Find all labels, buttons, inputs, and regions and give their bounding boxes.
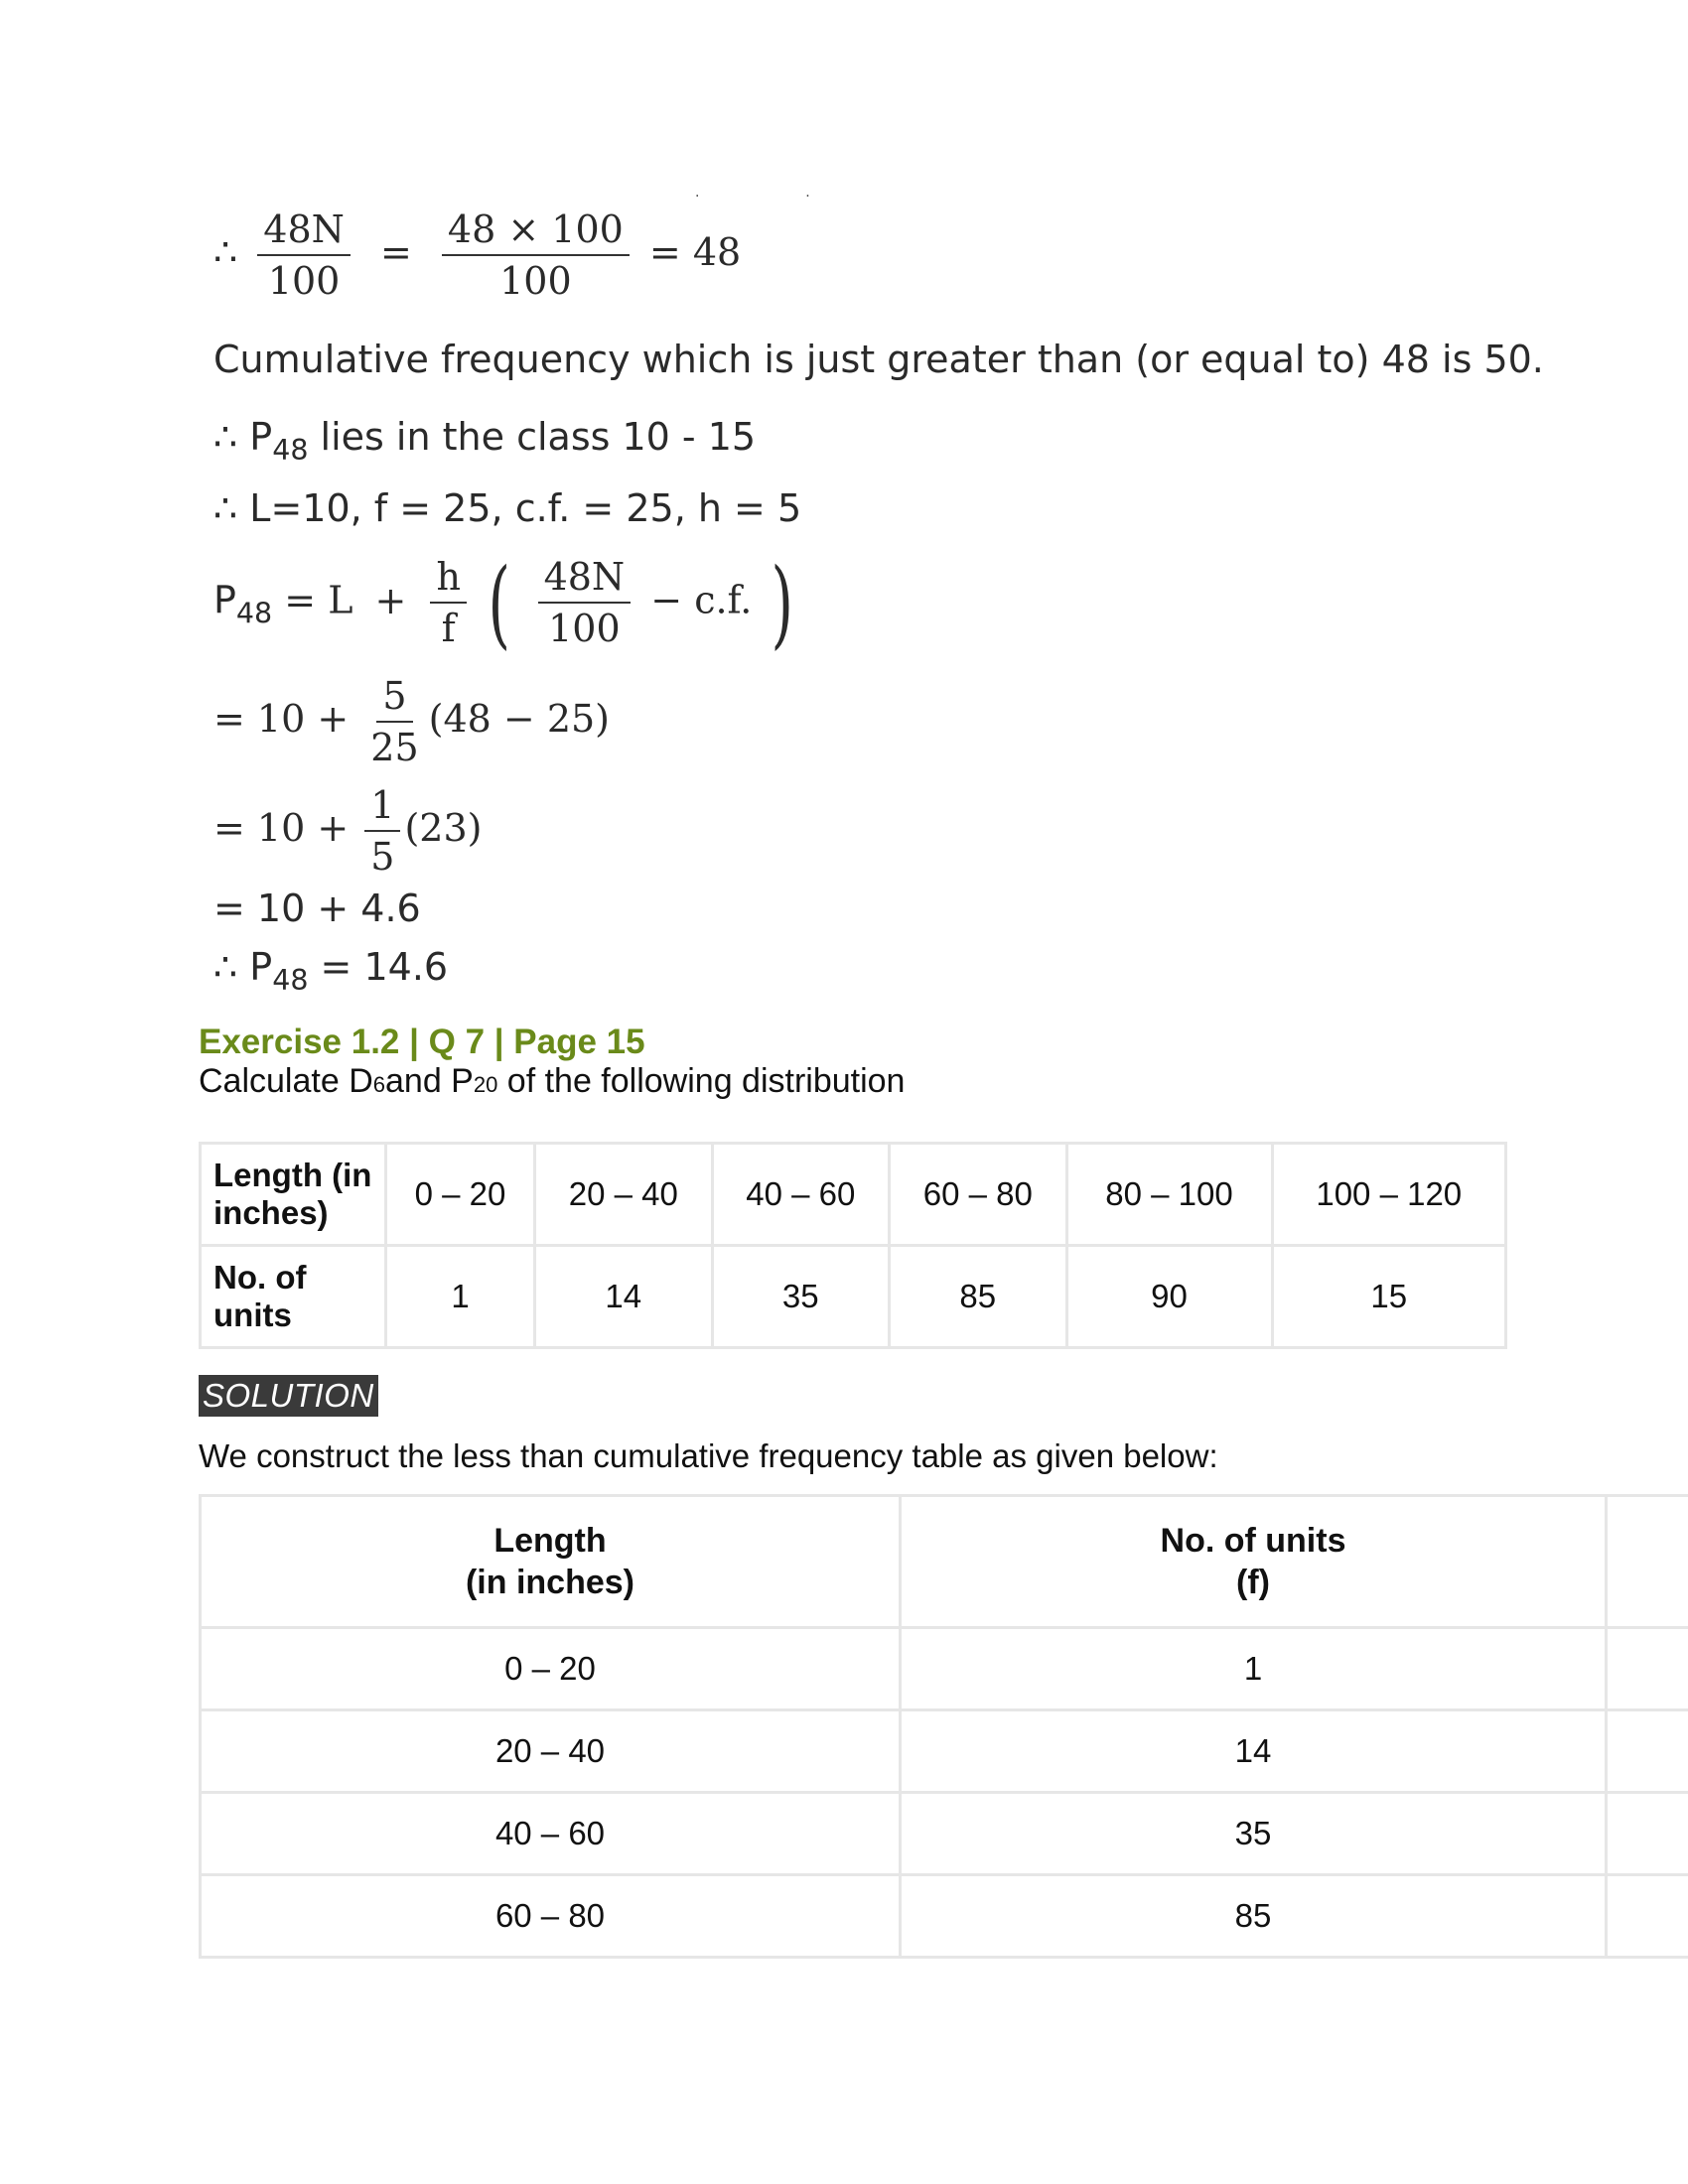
fraction-1-over-5: $\frac{1}{5}$: [364, 784, 400, 879]
table-cell: 14: [901, 1710, 1607, 1793]
construct-text: We construct the less than cumulative frequency table as given below:: [199, 1437, 1218, 1474]
cumulative-frequency-table: [199, 1494, 1688, 1959]
denominator: 100: [267, 258, 341, 303]
table-cell: 1: [386, 1246, 535, 1348]
table-cell: 85: [901, 1875, 1607, 1958]
column-header-units: No. of units (f): [901, 1496, 1607, 1628]
table-header-row: [201, 1496, 1688, 1628]
fraction-h-over-f: $\frac{h}{f}$: [430, 556, 466, 650]
table-cell: 15: [1272, 1246, 1505, 1348]
table-cell: 80 – 100: [1066, 1144, 1272, 1246]
denominator: 100: [499, 258, 572, 303]
equation-ratio: ∴ $\frac{48N}{100}$ = $\frac{48 \times 100}{100}$ = 48: [213, 207, 742, 303]
result: = 48: [648, 230, 742, 275]
distribution-table: [199, 1142, 1507, 1349]
table-cell: 60 – 80: [890, 1144, 1067, 1246]
cumulative-frequency-statement: Cumulative frequency which is just greater than (or equal to) 48 is 50.: [213, 338, 1544, 381]
fraction-5-over-25: $\frac{5}{25}$: [370, 674, 419, 769]
stray-dots: · ·: [695, 189, 810, 205]
table-cell: 35: [901, 1793, 1607, 1875]
table-cell: 40 – 60: [712, 1144, 890, 1246]
step-3: = 10 + 4.6: [213, 887, 421, 930]
table-cell: 100 – 120: [1272, 1144, 1505, 1246]
fraction-48n-over-100: [257, 208, 351, 303]
table-row: [201, 1246, 1506, 1348]
numerator: 48N: [257, 208, 351, 256]
parameters-line: ∴ L=10, f = 25, c.f. = 25, h = 5: [213, 486, 802, 530]
percentile-formula: $P_{48} = L$ + $\frac{h}{f}$ ( $\frac{48N}{100}$ − c.f. ): [213, 548, 794, 659]
table-cell: 35: [712, 1246, 890, 1348]
table-cell: 0 – 20: [201, 1628, 901, 1710]
table-cell: 20 – 40: [535, 1144, 713, 1246]
table-cell: 1: [901, 1628, 1607, 1710]
table-row: [201, 1144, 1506, 1246]
step-1: = 10 + $\frac{5}{25}$ (48 − 25): [213, 674, 611, 769]
class-line: ∴ $P_{48}$ lies in the class 10 - 15: [213, 415, 757, 467]
numerator: 48 × 100: [442, 208, 630, 256]
column-header-cut-off: [1607, 1496, 1688, 1628]
table-cell: 14: [535, 1246, 713, 1348]
fraction-48n-over-100: $\frac{48N}{100}$: [538, 556, 632, 650]
final-result: ∴ $P_{48} = 14.6$: [213, 945, 449, 997]
question-text: Calculate D6and P20 of the following distribution: [199, 1062, 906, 1100]
table-cell: 40 – 60: [201, 1793, 901, 1875]
row-header-length: Length (in inches): [201, 1144, 386, 1246]
table-cell: 85: [890, 1246, 1067, 1348]
table-cell: 90: [1066, 1246, 1272, 1348]
table-row: [201, 1628, 1688, 1710]
table-row: [201, 1793, 1688, 1875]
table-cell: 60 – 80: [201, 1875, 901, 1958]
exercise-heading: Exercise 1.2 | Q 7 | Page 15: [199, 1023, 645, 1061]
fraction-48x100-over-100: [442, 208, 630, 303]
table-cell: 20 – 40: [201, 1710, 901, 1793]
column-header-length: Length (in inches): [201, 1496, 901, 1628]
solution-label: SOLUTION: [199, 1375, 378, 1417]
therefore-symbol: ∴: [213, 230, 238, 275]
step-2: = 10 + $\frac{1}{5}$ (23): [213, 783, 483, 879]
table-row: [201, 1710, 1688, 1793]
row-header-units: No. of units: [201, 1246, 386, 1348]
table-cell: 0 – 20: [386, 1144, 535, 1246]
table-row: [201, 1875, 1688, 1958]
